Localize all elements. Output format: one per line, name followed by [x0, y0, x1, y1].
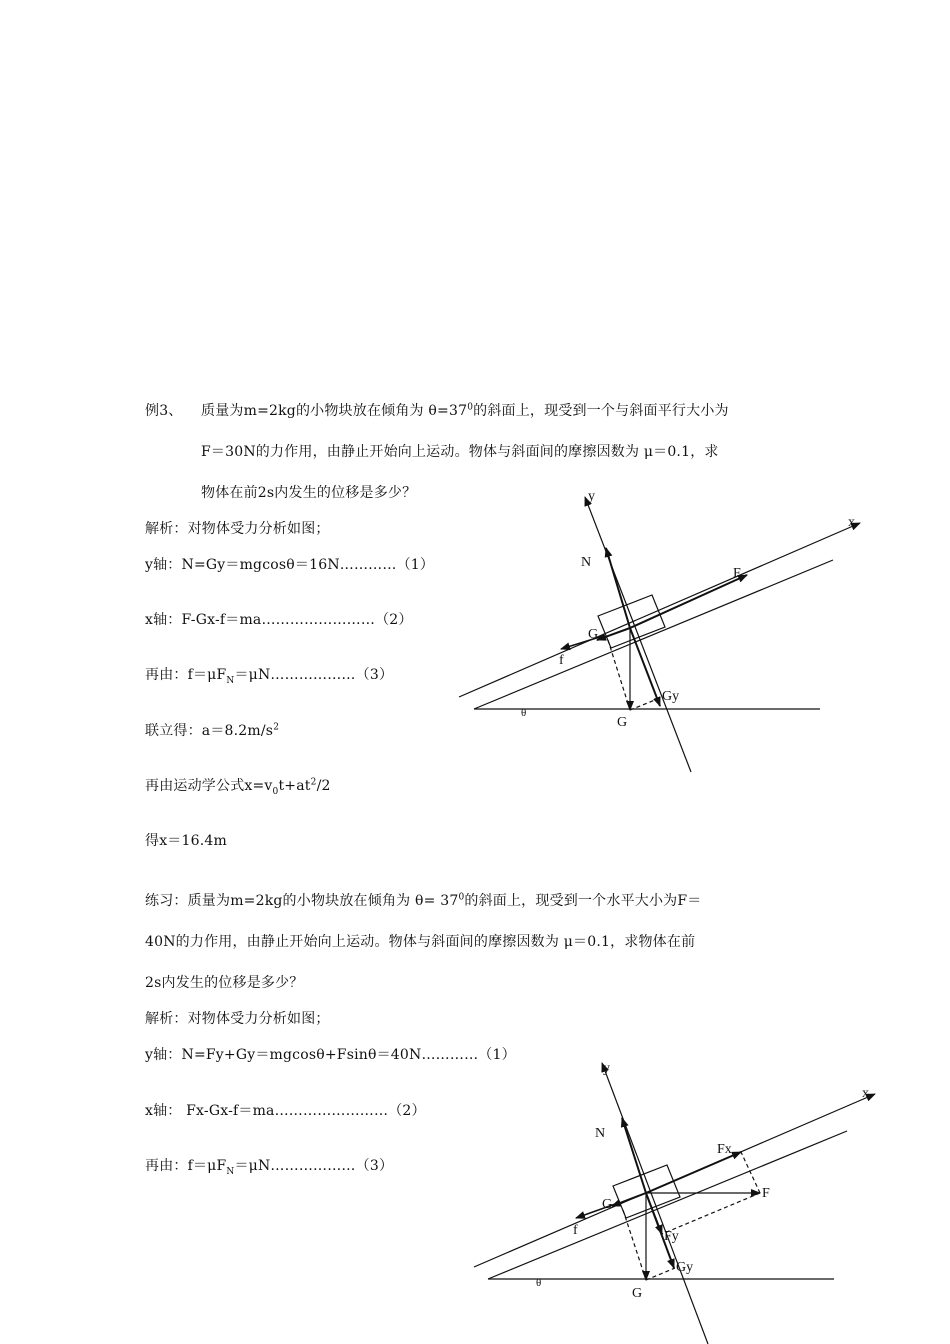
example-label: 例3、 [145, 403, 183, 419]
label-f: f [573, 1223, 578, 1238]
force-Fx-arrow [646, 1152, 741, 1193]
incline-line [488, 1131, 847, 1279]
label-G: G [632, 1286, 643, 1301]
label-theta: θ [521, 707, 527, 719]
label-x: x [848, 515, 855, 530]
example-answer: 得x＝16.4m [145, 833, 227, 849]
example-result: 联立得：$a=8.2m/s^2$ [145, 722, 280, 739]
practice-line-3: 2s内发生的位移是多少？ [145, 975, 304, 991]
projection-dashed-2 [646, 1268, 675, 1280]
label-F: F [762, 1186, 770, 1201]
label-Gx: G [602, 1197, 613, 1212]
label-F: F [733, 566, 741, 581]
label-theta: θ [536, 1277, 542, 1289]
practice-analysis: 解析：对物体受力分析如图； [145, 1011, 330, 1027]
label-G: G [617, 715, 628, 730]
force-N-arrow [622, 1118, 646, 1193]
label-y: y [588, 489, 595, 504]
projection-dashed-4 [662, 1193, 760, 1234]
example-analysis: 解析：对物体受力分析如图； [145, 521, 330, 537]
label-x: x [862, 1086, 869, 1101]
practice-line-2: 40N的力作用，由静止开始向上运动。物体与斜面间的摩擦因数为 μ＝0.1，求物体在前 [145, 934, 696, 950]
label-Fy: Fy [664, 1229, 679, 1244]
projection-dashed-3 [741, 1152, 760, 1193]
example-line-3: 物体在前2s内发生的位移是多少？ [201, 485, 417, 501]
practice-line-1: 练习：质量为m=2kg的小物块放在倾角为 $\theta= 37^0$的斜面上，现受到一个水平大小为F＝ [145, 892, 702, 909]
projection-dashed-1 [623, 1210, 646, 1280]
label-N: N [581, 555, 592, 570]
label-Fx: Fx [717, 1142, 732, 1157]
label-f: f [559, 653, 564, 668]
practice-equation-3: 再由：$f=\mu F_N=\mu N\dots\dots\dots\dots\dots\dots(3)$ [145, 1158, 394, 1177]
label-Gx: G [588, 627, 599, 642]
label-Gy: Gy [662, 689, 680, 704]
example-equation-3: 再由：$f=\mu F_N=\mu N\dots\dots\dots\dots\dots\dots(3)$ [145, 667, 394, 686]
practice-equation-1: y轴：N=Fy+Gy＝mgcosθ+Fsinθ＝40N…………（1） [145, 1047, 516, 1063]
label-Gy: Gy [676, 1260, 694, 1275]
example-line-2: F＝30N的力作用，由静止开始向上运动。物体与斜面间的摩擦因数为 μ＝0.1，求 [201, 444, 719, 460]
practice-equation-2: x轴： Fx-Gx-f＝ma……………………（2） [145, 1103, 426, 1119]
example-equation-1: y轴：N=Gy＝mgcosθ＝16N…………（1） [145, 557, 435, 573]
example-line-1: 质量为m=2kg的小物块放在倾角为 $\theta=37^0$的斜面上，现受到一个与斜面平行大小为 [201, 402, 729, 419]
example-equation-2: x轴：F-Gx-f＝ma……………………（2） [145, 612, 413, 628]
label-y: y [603, 1061, 610, 1076]
label-N: N [595, 1126, 606, 1141]
example-kinematics: 再由运动学公式$x=v_0t+at^2/2$ [145, 777, 331, 797]
